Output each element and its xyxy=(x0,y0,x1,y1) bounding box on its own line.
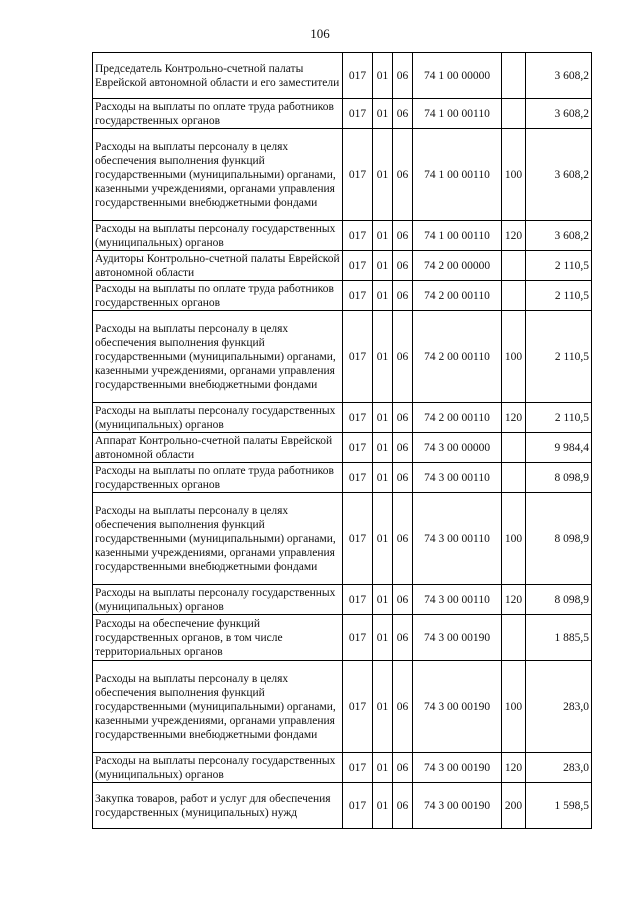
subsection-code: 06 xyxy=(393,221,413,251)
target-article-code: 74 3 00 00110 xyxy=(413,493,502,585)
row-name: Аудиторы Контрольно-счетной палаты Еврейской автономной области xyxy=(93,251,343,281)
expense-type-code: 100 xyxy=(502,661,526,753)
subsection-code: 06 xyxy=(393,53,413,99)
ministry-code: 017 xyxy=(343,783,373,829)
budget-table xyxy=(92,52,592,829)
row-name: Расходы на выплаты по оплате труда работников государственных органов xyxy=(93,463,343,493)
target-article-code: 74 2 00 00110 xyxy=(413,311,502,403)
expense-type-code xyxy=(502,281,526,311)
row-sum: 3 608,2 xyxy=(526,221,592,251)
row-sum: 283,0 xyxy=(526,661,592,753)
target-article-code: 74 2 00 00110 xyxy=(413,281,502,311)
row-name: Расходы на выплаты по оплате труда работников государственных органов xyxy=(93,99,343,129)
subsection-code: 06 xyxy=(393,585,413,615)
section-code: 01 xyxy=(373,493,393,585)
section-code: 01 xyxy=(373,463,393,493)
table-row xyxy=(93,99,592,129)
ministry-code: 017 xyxy=(343,403,373,433)
row-sum: 8 098,9 xyxy=(526,493,592,585)
target-article-code: 74 3 00 00190 xyxy=(413,753,502,783)
table-row xyxy=(93,221,592,251)
row-sum: 1 885,5 xyxy=(526,615,592,661)
table-row xyxy=(93,53,592,99)
section-code: 01 xyxy=(373,129,393,221)
subsection-code: 06 xyxy=(393,129,413,221)
table-row xyxy=(93,585,592,615)
expense-type-code xyxy=(502,463,526,493)
subsection-code: 06 xyxy=(393,615,413,661)
section-code: 01 xyxy=(373,783,393,829)
table-row xyxy=(93,783,592,829)
row-sum: 3 608,2 xyxy=(526,53,592,99)
row-sum: 2 110,5 xyxy=(526,311,592,403)
ministry-code: 017 xyxy=(343,661,373,753)
expense-type-code xyxy=(502,99,526,129)
row-name: Расходы на выплаты персоналу государственных (муниципальных) органов xyxy=(93,753,343,783)
ministry-code: 017 xyxy=(343,585,373,615)
row-name: Аппарат Контрольно-счетной палаты Еврейской автономной области xyxy=(93,433,343,463)
ministry-code: 017 xyxy=(343,463,373,493)
target-article-code: 74 3 00 00110 xyxy=(413,463,502,493)
subsection-code: 06 xyxy=(393,753,413,783)
ministry-code: 017 xyxy=(343,753,373,783)
section-code: 01 xyxy=(373,615,393,661)
ministry-code: 017 xyxy=(343,221,373,251)
expense-type-code: 120 xyxy=(502,753,526,783)
expense-type-code: 100 xyxy=(502,311,526,403)
row-sum: 2 110,5 xyxy=(526,403,592,433)
expense-type-code: 120 xyxy=(502,403,526,433)
row-name: Расходы на выплаты персоналу в целях обеспечения выполнения функций государственными (муниципальными) органами, казенными учреждениями, органами управления государственными внебюджетными фондами xyxy=(93,129,343,221)
row-name: Расходы на выплаты персоналу государственных (муниципальных) органов xyxy=(93,585,343,615)
ministry-code: 017 xyxy=(343,129,373,221)
row-sum: 1 598,5 xyxy=(526,783,592,829)
table-row xyxy=(93,661,592,753)
target-article-code: 74 2 00 00000 xyxy=(413,251,502,281)
expense-type-code: 100 xyxy=(502,129,526,221)
table-row xyxy=(93,311,592,403)
subsection-code: 06 xyxy=(393,433,413,463)
expense-type-code xyxy=(502,615,526,661)
target-article-code: 74 3 00 00110 xyxy=(413,585,502,615)
subsection-code: 06 xyxy=(393,281,413,311)
table-row xyxy=(93,463,592,493)
target-article-code: 74 1 00 00110 xyxy=(413,221,502,251)
target-article-code: 74 3 00 00000 xyxy=(413,433,502,463)
ministry-code: 017 xyxy=(343,53,373,99)
target-article-code: 74 1 00 00110 xyxy=(413,99,502,129)
row-sum: 3 608,2 xyxy=(526,99,592,129)
section-code: 01 xyxy=(373,251,393,281)
subsection-code: 06 xyxy=(393,403,413,433)
ministry-code: 017 xyxy=(343,251,373,281)
table-row xyxy=(93,129,592,221)
section-code: 01 xyxy=(373,661,393,753)
row-sum: 9 984,4 xyxy=(526,433,592,463)
row-name: Председатель Контрольно-счетной палаты Еврейской автономной области и его заместители xyxy=(93,53,343,99)
subsection-code: 06 xyxy=(393,99,413,129)
row-name: Расходы на выплаты по оплате труда работников государственных органов xyxy=(93,281,343,311)
ministry-code: 017 xyxy=(343,433,373,463)
table-row xyxy=(93,281,592,311)
ministry-code: 017 xyxy=(343,281,373,311)
section-code: 01 xyxy=(373,433,393,463)
subsection-code: 06 xyxy=(393,493,413,585)
section-code: 01 xyxy=(373,99,393,129)
subsection-code: 06 xyxy=(393,783,413,829)
row-name: Расходы на выплаты персоналу государственных (муниципальных) органов xyxy=(93,221,343,251)
section-code: 01 xyxy=(373,311,393,403)
expense-type-code: 200 xyxy=(502,783,526,829)
row-sum: 8 098,9 xyxy=(526,585,592,615)
section-code: 01 xyxy=(373,403,393,433)
row-name: Расходы на выплаты персоналу государственных (муниципальных) органов xyxy=(93,403,343,433)
section-code: 01 xyxy=(373,221,393,251)
row-name: Расходы на выплаты персоналу в целях обеспечения выполнения функций государственными (муниципальными) органами, казенными учреждениями, органами управления государственными внебюджетными фондами xyxy=(93,661,343,753)
table-row xyxy=(93,251,592,281)
table-row xyxy=(93,403,592,433)
expense-type-code xyxy=(502,251,526,281)
row-sum: 2 110,5 xyxy=(526,251,592,281)
subsection-code: 06 xyxy=(393,463,413,493)
ministry-code: 017 xyxy=(343,493,373,585)
ministry-code: 017 xyxy=(343,311,373,403)
subsection-code: 06 xyxy=(393,311,413,403)
row-name: Расходы на обеспечение функций государственных органов, в том числе территориальных органов xyxy=(93,615,343,661)
target-article-code: 74 1 00 00000 xyxy=(413,53,502,99)
section-code: 01 xyxy=(373,753,393,783)
ministry-code: 017 xyxy=(343,615,373,661)
section-code: 01 xyxy=(373,53,393,99)
expense-type-code xyxy=(502,53,526,99)
expense-type-code: 100 xyxy=(502,493,526,585)
target-article-code: 74 1 00 00110 xyxy=(413,129,502,221)
target-article-code: 74 3 00 00190 xyxy=(413,661,502,753)
target-article-code: 74 2 00 00110 xyxy=(413,403,502,433)
row-sum: 2 110,5 xyxy=(526,281,592,311)
table-row xyxy=(93,493,592,585)
expense-type-code xyxy=(502,433,526,463)
table-row xyxy=(93,753,592,783)
table-row xyxy=(93,433,592,463)
subsection-code: 06 xyxy=(393,661,413,753)
page-number: 106 xyxy=(310,26,330,41)
subsection-code: 06 xyxy=(393,251,413,281)
expense-type-code: 120 xyxy=(502,221,526,251)
row-sum: 3 608,2 xyxy=(526,129,592,221)
row-name: Расходы на выплаты персоналу в целях обеспечения выполнения функций государственными (муниципальными) органами, казенными учреждениями, органами управления государственными внебюджетными фондами xyxy=(93,311,343,403)
expense-type-code: 120 xyxy=(502,585,526,615)
table-row xyxy=(93,615,592,661)
row-sum: 283,0 xyxy=(526,753,592,783)
section-code: 01 xyxy=(373,585,393,615)
ministry-code: 017 xyxy=(343,99,373,129)
section-code: 01 xyxy=(373,281,393,311)
row-name: Закупка товаров, работ и услуг для обеспечения государственных (муниципальных) нужд xyxy=(93,783,343,829)
target-article-code: 74 3 00 00190 xyxy=(413,783,502,829)
target-article-code: 74 3 00 00190 xyxy=(413,615,502,661)
row-name: Расходы на выплаты персоналу в целях обеспечения выполнения функций государственными (муниципальными) органами, казенными учреждениями, органами управления государственными внебюджетными фондами xyxy=(93,493,343,585)
row-sum: 8 098,9 xyxy=(526,463,592,493)
